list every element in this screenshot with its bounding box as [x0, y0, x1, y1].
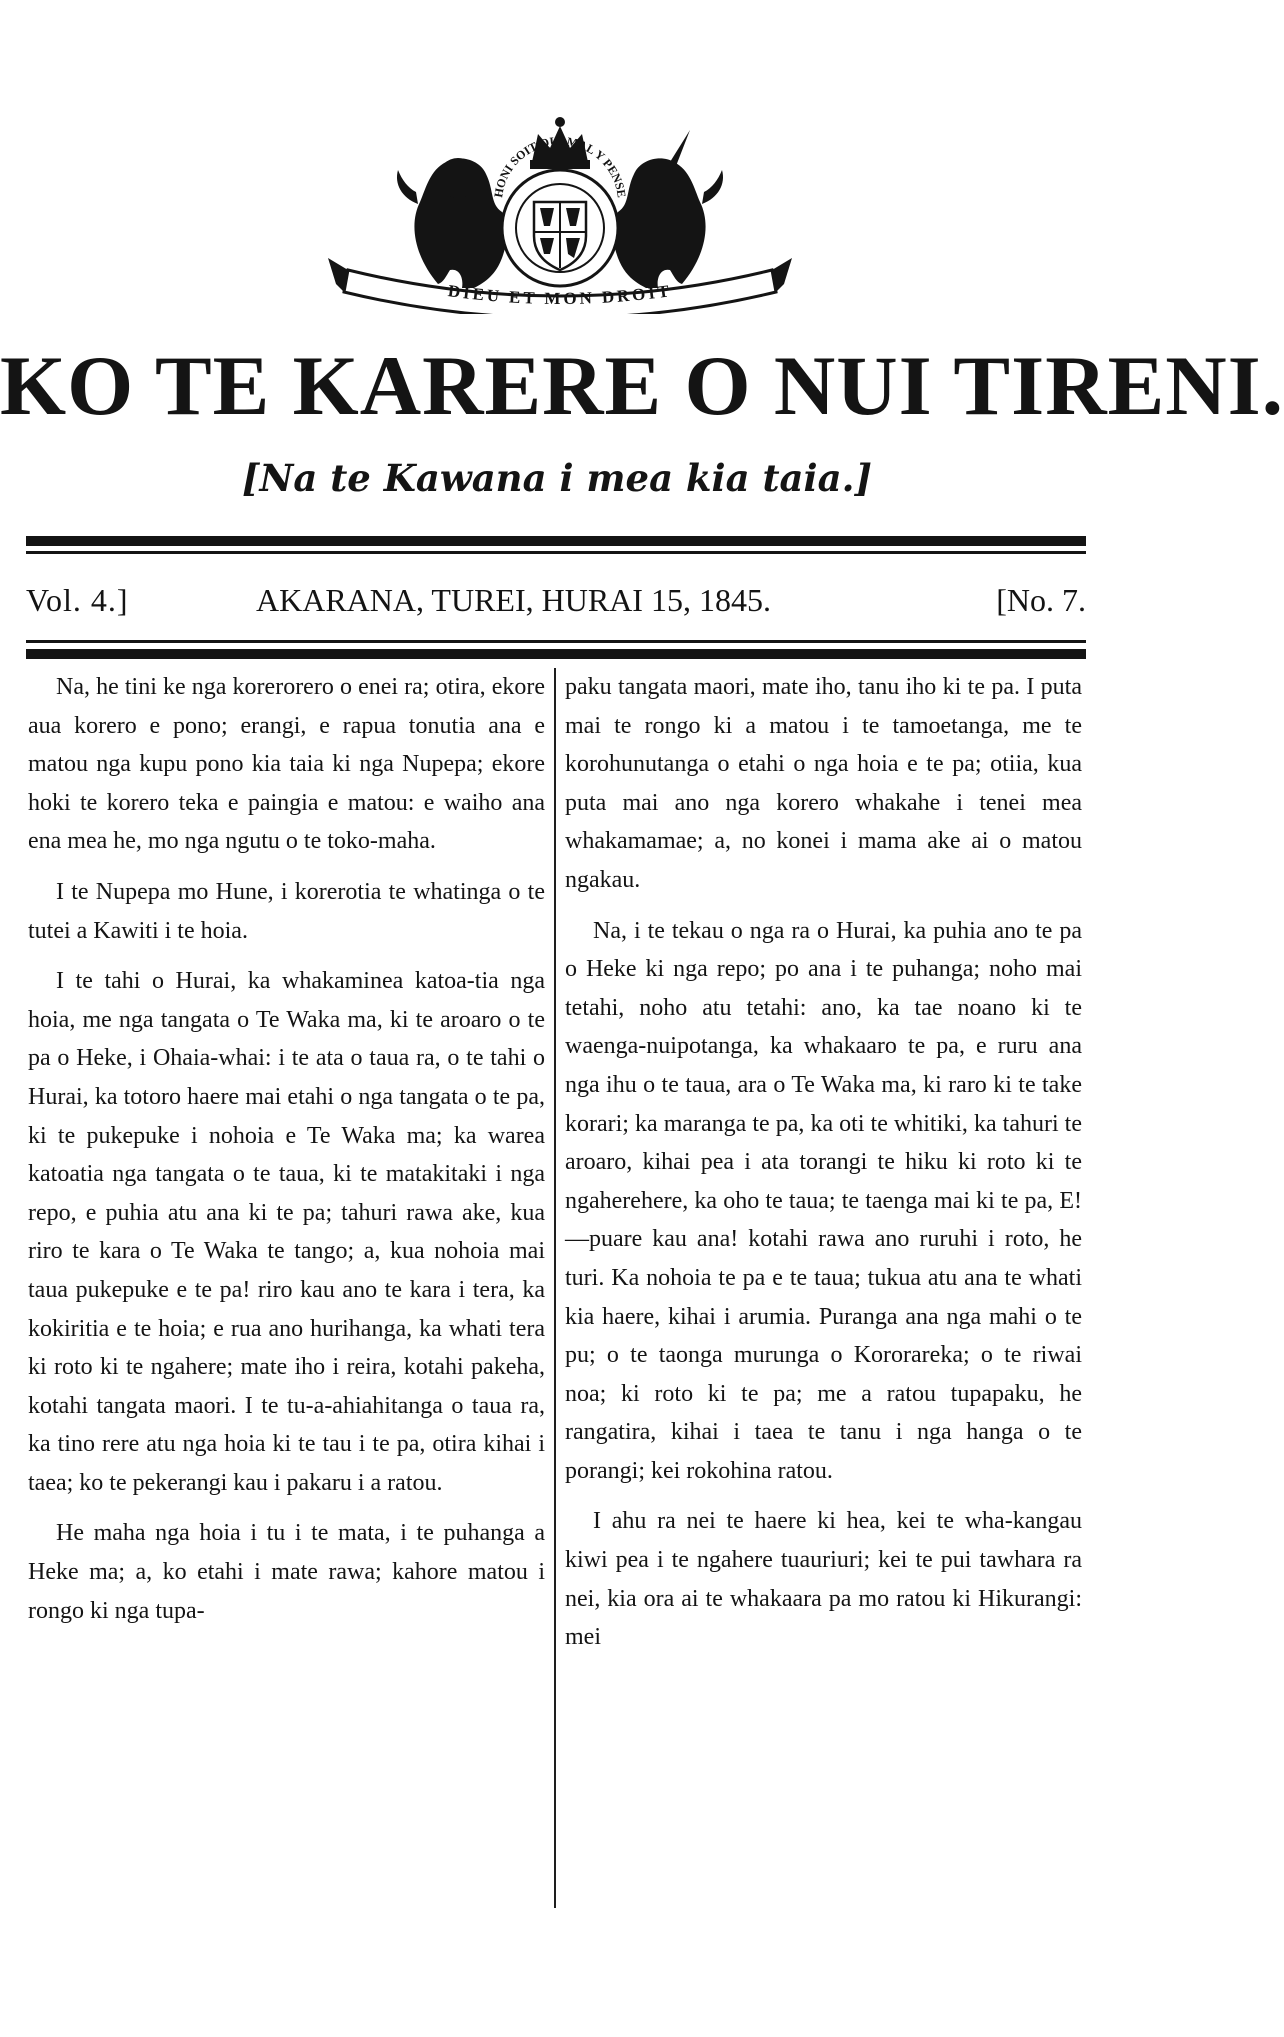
rule-top-thin	[26, 551, 1086, 554]
article-column-left	[28, 668, 545, 1642]
lion-supporter-icon	[397, 158, 507, 288]
article-paragraph: He maha nga hoia i tu i te mata, i te puhanga a Heke ma; a, ko etahi i mate rawa; kahore matou i rongo ki nga tupa-	[28, 1520, 545, 1624]
unicorn-supporter-icon	[613, 130, 723, 288]
column-divider	[554, 668, 556, 1908]
rule-top-thick	[26, 536, 1086, 546]
masthead-title: KO TE KARERE O NUI TIRENI.	[0, 339, 1284, 433]
royal-coat-of-arms	[298, 108, 822, 314]
place-and-date: AKARANA, TUREI, HURAI 15, 1845.	[256, 582, 771, 618]
article-paragraph: Na, i te tekau o nga ra o Hurai, ka puhia ano te pa o Heke ki nga repo; po ana i te puhanga; noho mai tetahi, noho atu tetahi: ano, ka tae noano ki te waenga-nuipotanga, ka whakaaro te pa, e ruru ana nga ihu o te taua, ara o Te Waka ma, ki raro ki te take korari; ka maranga te pa, ka oti te whitiki, ka tahuri te aroaro, kihai pea i ata torangi te hiku ki roto ki te ngaherehere, ka oho te taua; te taenga mai ki te pa, E!—puare kau ana! kotahi rawa ano ruruhi i roto, he turi. Ka nohoia te pa e te taua; tukua atu ana te whati kia haere, kihai i arumia. Puranga ana nga mahi o te pu; o te taonga murunga o Kororareka; o te riwai noa; ki roto ki te pa; me a ratou tupapaku, he rangatira, kihai i taea te tanu i nga hanga o te porangi; kei rokohina ratou.	[565, 917, 1082, 1484]
masthead-authority: [Na te Kawana i mea kia taia.]	[242, 456, 872, 500]
rule-bottom-thick	[26, 649, 1086, 659]
article-paragraph: Na, he tini ke nga korerorero o enei ra; otira, ekore aua korero e pono; erangi, e rapua tonutia ana e matou nga kupu pono kia taia ki nga Nupepa; ekore hoki te korero teka e paingia e matou: e waiho ana ena mea he, mo nga ngutu o te toko-maha.	[28, 674, 545, 855]
article-paragraph: I te Nupepa mo Hune, i korerotia te whatinga o te tutei a Kawiti i te hoia.	[28, 878, 545, 944]
rule-bottom-thin	[26, 640, 1086, 643]
volume-number: Vol. 4.]	[26, 582, 129, 618]
garter-shield-icon	[502, 170, 618, 286]
ribbon-motto: DIEU ET MON DROIT	[446, 281, 674, 309]
dateline	[26, 580, 1086, 620]
garter-motto: HONI SOIT QUI MAL Y PENSE	[491, 133, 629, 199]
article-paragraph-continued: paku tangata maori, mate iho, tanu iho ki te pa. I puta mai te rongo ki a matou i te tamoetanga, me te korohunutanga o etahi o nga hoia e te pa; otiia, kua puta mai ano nga korero whakahe i tenei mea whakamamae; a, no konei i mama ake ai o matou ngakau.	[565, 674, 1082, 893]
article-paragraph: I ahu ra nei te haere ki hea, kei te wha-kangau kiwi pea i te ngahere tuauriuri; kei te pui tawhara ra nei, kia ora ai te whakaara pa mo ratou ki Hikurangi: mei	[565, 1508, 1082, 1651]
issue-number: [No. 7.	[996, 582, 1086, 618]
article-column-right	[565, 668, 1082, 1669]
article-paragraph: I te tahi o Hurai, ka whakaminea katoa-tia nga hoia, me nga tangata o Te Waka ma, ki te aroaro o te pa o Heke, i Ohaia-whai: i te ata o taua ra, o te tahi o Hurai, ka totoro haere mai etahi o nga tangata o te pa, ki te pukepuke i nohoia e Te Waka ma; ka warea katoatia nga tangata o te taua, ki te matakitaki i nga repo, e puhia atu ana ki te pa; tahuri rawa ake, kua riro te kara o Te Waka te tango; a, kua nohoia mai taua pukepuke e te pa! riro kau ano te kara i tera, ka kokiritia e te hoia; e rua ano hurihanga, ka whati tera ki roto ki te ngahere; mate iho i reira, kotahi pakeha, kotahi tangata maori. I te tu-a-ahiahitanga o taua ra, ka tino rere atu nga hoia ki te tau i te pa, otira kihai i taea; ko te pekerangi kau i pakaru i a ratou.	[28, 968, 545, 1496]
